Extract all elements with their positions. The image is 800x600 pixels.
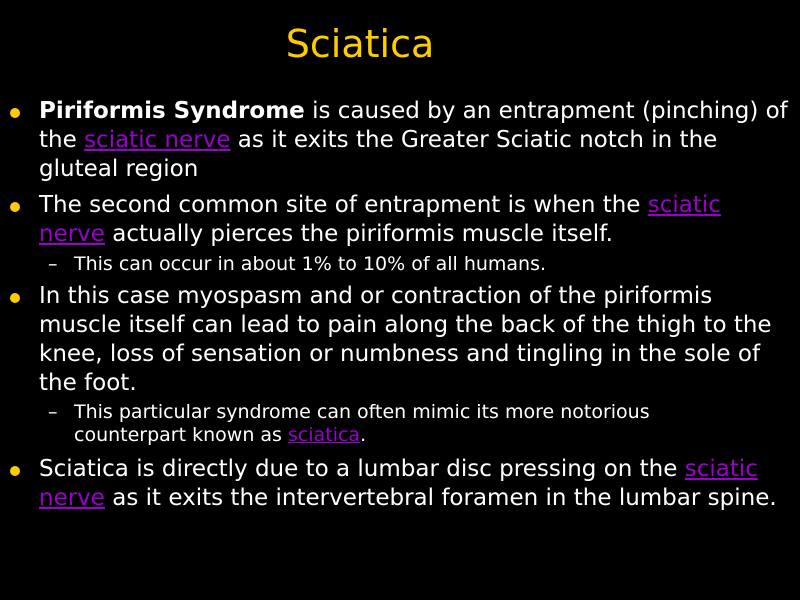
bullet-dot-icon: [10, 108, 20, 118]
bullet-text: is caused by an entrapment (pinching) of the: [39, 98, 788, 153]
bullet-bold-text: Piriformis Syndrome: [39, 98, 305, 124]
sub-bullet-text: .: [360, 424, 367, 446]
bullet-text: as it exits the intervertebral foramen in the lumbar spine.: [104, 485, 777, 511]
bullet-item: [0, 282, 800, 398]
bullet-item: [0, 455, 800, 513]
bullet-dot-icon: [10, 202, 20, 212]
bullet-dot-icon: [10, 466, 20, 476]
sciatic-nerve-link[interactable]: sciatic nerve: [39, 192, 721, 247]
slide-title: Sciatica: [285, 22, 435, 66]
sub-bullet-text: This can occur in about 1% to 10% of all humans.: [74, 253, 547, 275]
sciatic-nerve-link[interactable]: sciatic nerve: [84, 127, 231, 153]
bullet-text: actually pierces the piriformis muscle itself.: [104, 221, 613, 247]
bullet-item: [0, 97, 800, 184]
bullet-text: as it exits the Greater Sciatic notch in the gluteal region: [39, 127, 718, 182]
sub-bullet-marker: –: [48, 253, 58, 275]
bullet-text: In this case myospasm and or contraction of the piriformis muscle itself can lead to pain along the back of the thigh to the knee, loss of sensation or numbness and tingling in the sole of the foot.: [39, 283, 772, 396]
slide-body: [0, 97, 800, 513]
sub-bullet-item: [0, 401, 800, 447]
sciatic-nerve-link[interactable]: sciatic nerve: [39, 456, 758, 511]
bullet-item: [0, 191, 800, 249]
sciatica-link[interactable]: sciatica: [287, 424, 361, 446]
sub-bullet-item: [0, 253, 800, 276]
bullet-dot-icon: [10, 293, 20, 303]
sub-bullet-marker: –: [48, 401, 58, 423]
sub-bullet-text: This particular syndrome can often mimic its more notorious counterpart known as: [74, 401, 650, 446]
bullet-text: The second common site of entrapment is when the: [39, 192, 648, 218]
bullet-text: Sciatica is directly due to a lumbar disc pressing on the: [39, 456, 685, 482]
